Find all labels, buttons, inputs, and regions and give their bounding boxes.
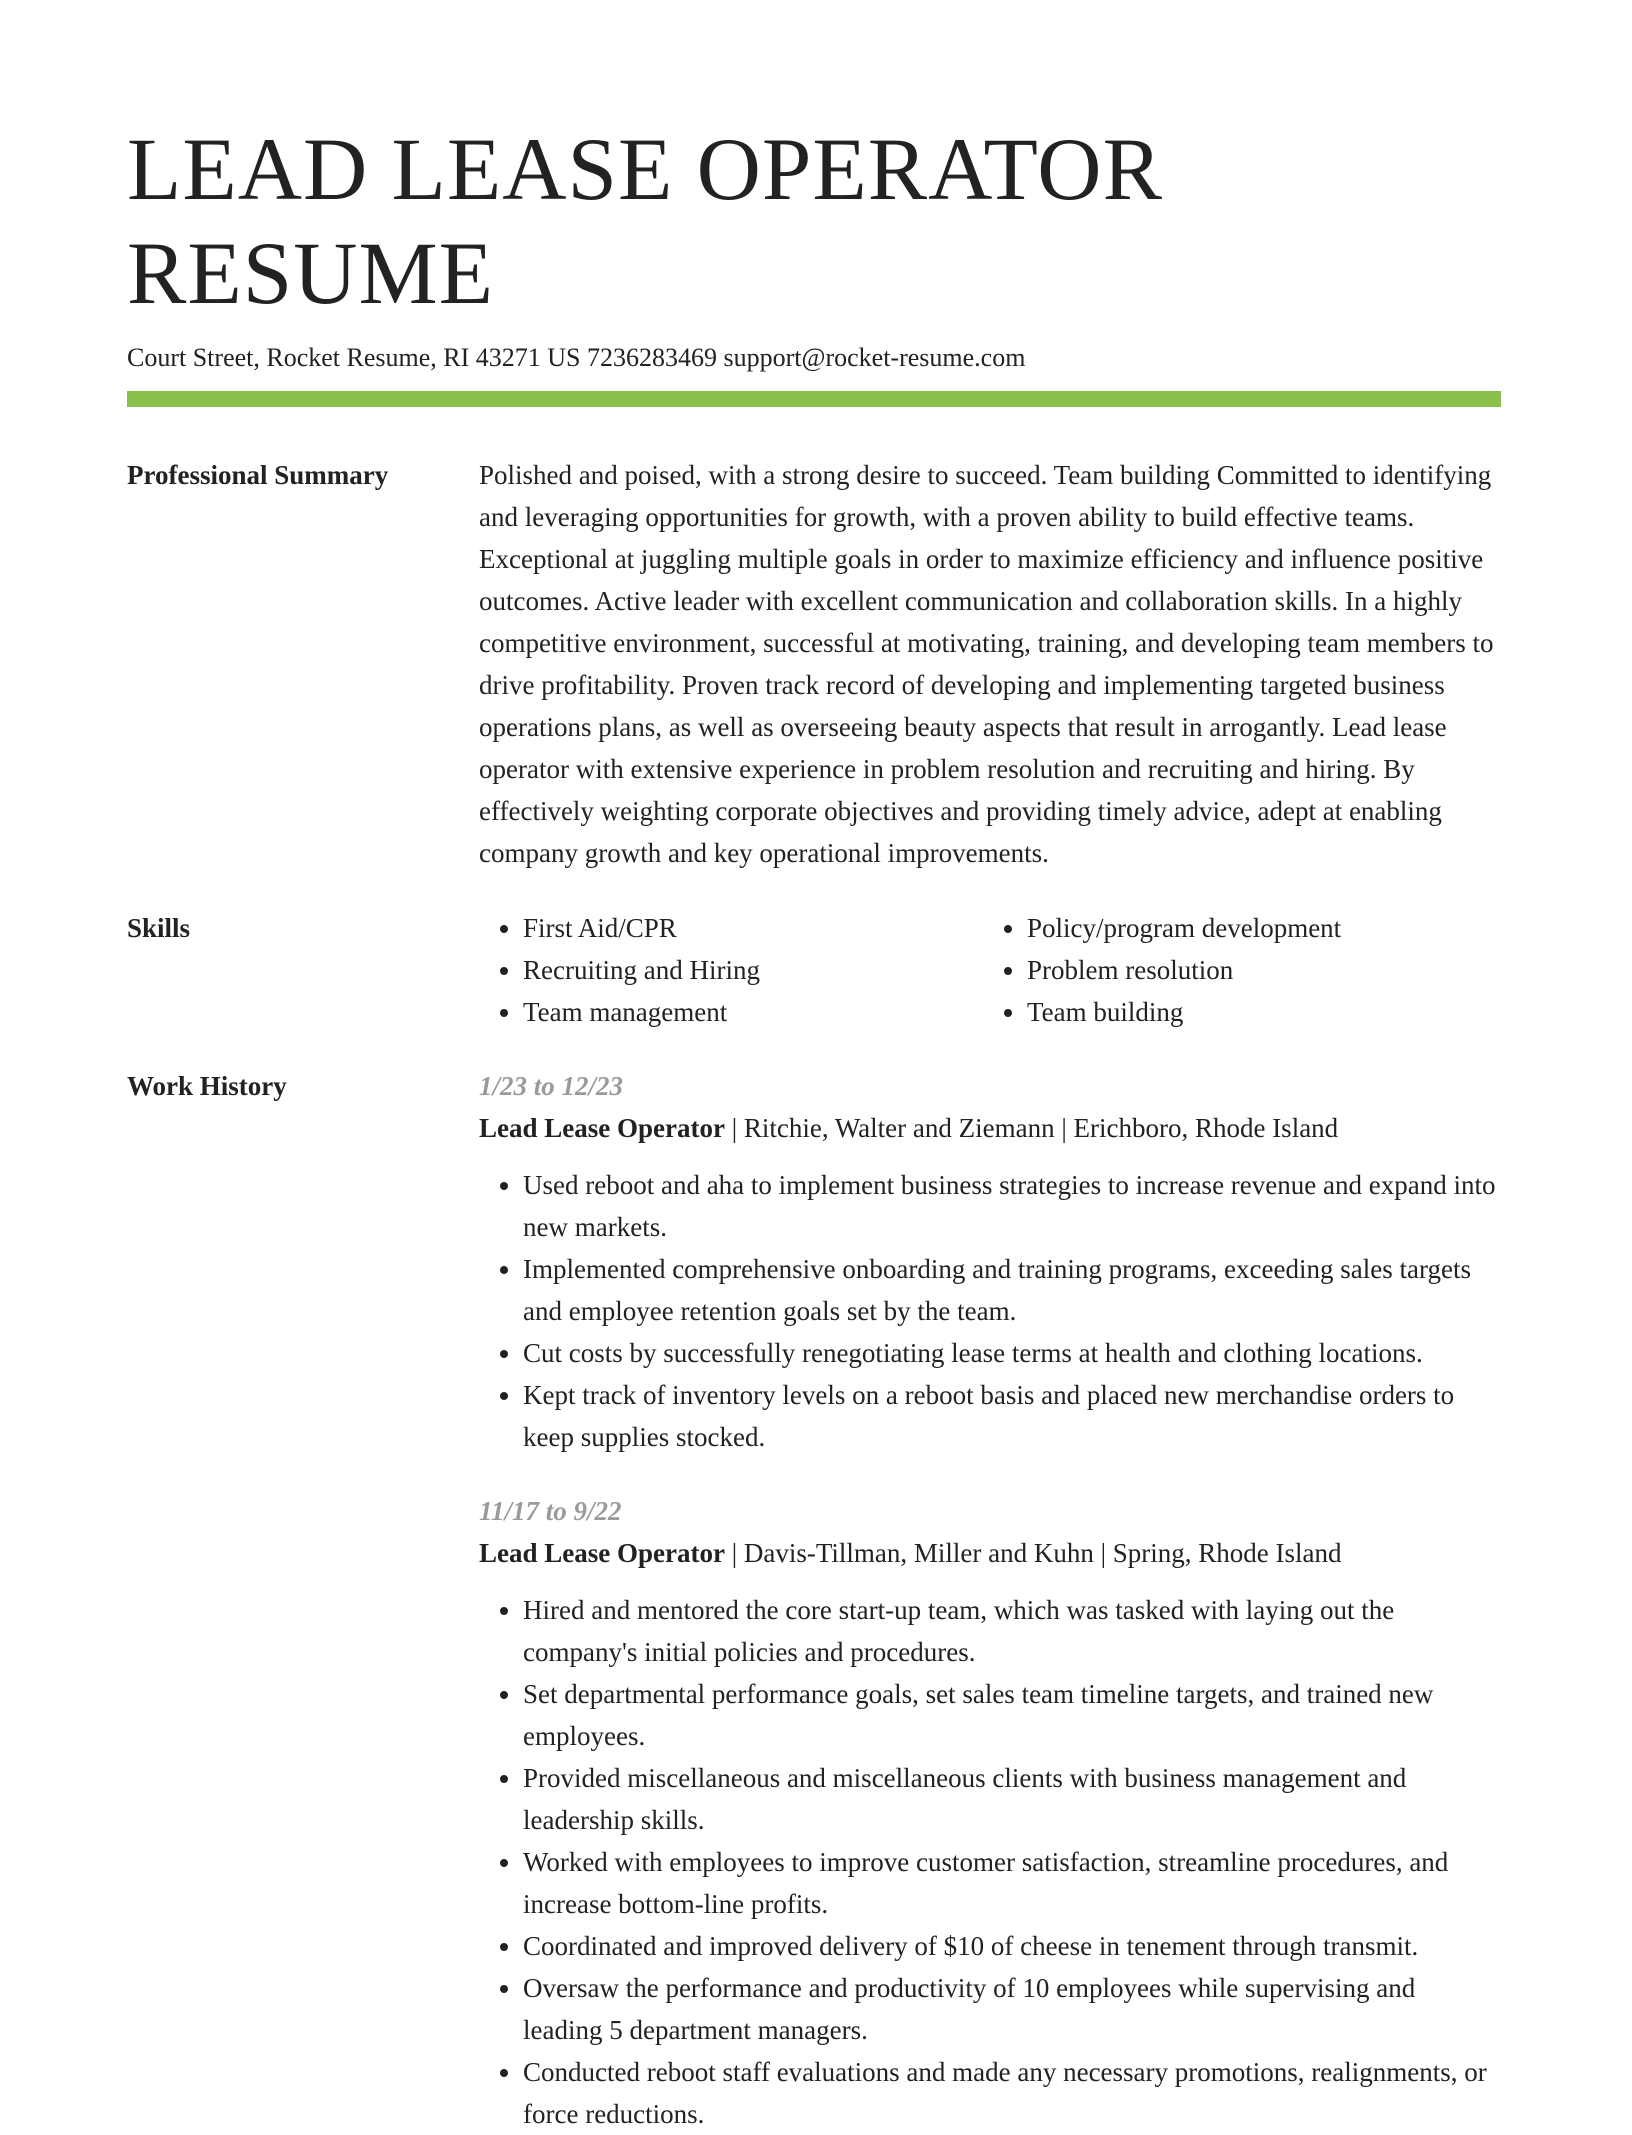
skills-section — [127, 907, 1501, 1033]
skill-item: • Team building — [1027, 991, 1487, 1033]
work-history-section — [127, 1065, 1501, 2135]
skill-item: • Recruiting and Hiring — [523, 949, 983, 991]
job-bullet: • Provided miscellaneous and miscellaneous clients with business management and leadership skills. — [523, 1757, 1501, 1841]
header-accent-rule — [127, 391, 1501, 407]
skills-column-1 — [479, 907, 983, 1033]
job-bullet: • Cut costs by successfully renegotiating lease terms at health and clothing locations. — [523, 1332, 1501, 1374]
job-entry — [479, 1490, 1501, 2135]
job-role: Lead Lease Operator — [479, 1538, 725, 1568]
job-bullets — [479, 1589, 1501, 2135]
skill-item: • Team management — [523, 991, 983, 1033]
work-history-body — [479, 1065, 1501, 2135]
section-label-skills: Skills — [127, 913, 191, 943]
resume-page — [127, 118, 1501, 2135]
job-dates: 1/23 to 12/23 — [479, 1071, 624, 1101]
summary-text: Polished and poised, with a strong desire to succeed. Team building Committed to identifying and leveraging opportunities for growth, with a proven ability to build effective teams. Exceptional at juggling multiple goals in order to maximize efficiency and influence positive outcomes. Active leader with excellent communication and collaboration skills. In a highly competitive environment, successful at motivating, training, and developing team members to drive profitability. Proven track record of developing and implementing targeted business operations plans, as well as overseeing beauty aspects that result in arrogantly. Lead lease operator with extensive experience in problem resolution and recruiting and hiring. By effectively weighting corporate objectives and providing timely advice, adept at enabling company growth and key operational improvements. — [479, 460, 1494, 868]
job-dates: 11/17 to 9/22 — [479, 1496, 622, 1526]
job-bullet: • Worked with employees to improve customer satisfaction, streamline procedures, and increase bottom-line profits. — [523, 1841, 1501, 1925]
skill-item: • Problem resolution — [1027, 949, 1487, 991]
resume-title: LEAD LEASE OPERATOR RESUME — [127, 121, 1163, 323]
job-bullet: • Hired and mentored the core start-up team, which was tasked with laying out the company's initial policies and procedures. — [523, 1589, 1501, 1673]
job-bullet: • Implemented comprehensive onboarding and training programs, exceeding sales targets and employee retention goals set by the team. — [523, 1248, 1501, 1332]
job-title-line — [479, 1532, 1501, 1574]
professional-summary-section — [127, 454, 1501, 874]
job-employer-location: | Davis-Tillman, Miller and Kuhn | Spring, Rhode Island — [724, 1538, 1342, 1568]
job-bullet: • Set departmental performance goals, set sales team timeline targets, and trained new employees. — [523, 1673, 1501, 1757]
skill-item: • First Aid/CPR — [523, 907, 983, 949]
job-entry — [479, 1065, 1501, 1458]
section-label-work: Work History — [127, 1071, 287, 1101]
job-bullet: • Kept track of inventory levels on a reboot basis and placed new merchandise orders to keep supplies stocked. — [523, 1374, 1501, 1458]
skill-item: • Policy/program development — [1027, 907, 1487, 949]
job-bullet: • Coordinated and improved delivery of $10 of cheese in tenement through transmit. — [523, 1925, 1501, 1967]
job-bullet: • Conducted reboot staff evaluations and made any necessary promotions, realignments, or force reductions. — [523, 2051, 1501, 2135]
contact-line: Court Street, Rocket Resume, RI 43271 US 7236283469 support@rocket-resume.com — [127, 343, 1026, 372]
job-bullets — [479, 1164, 1501, 1458]
job-bullet: • Used reboot and aha to implement business strategies to increase revenue and expand into new markets. — [523, 1164, 1501, 1248]
job-employer-location: | Ritchie, Walter and Ziemann | Erichboro, Rhode Island — [724, 1113, 1339, 1143]
section-label-summary: Professional Summary — [127, 460, 389, 490]
job-title-line — [479, 1107, 1501, 1149]
job-role: Lead Lease Operator — [479, 1113, 725, 1143]
skills-grid — [479, 907, 1501, 1033]
job-bullet: • Oversaw the performance and productivity of 10 employees while supervising and leading 5 department managers. — [523, 1967, 1501, 2051]
skills-column-2 — [983, 907, 1487, 1033]
